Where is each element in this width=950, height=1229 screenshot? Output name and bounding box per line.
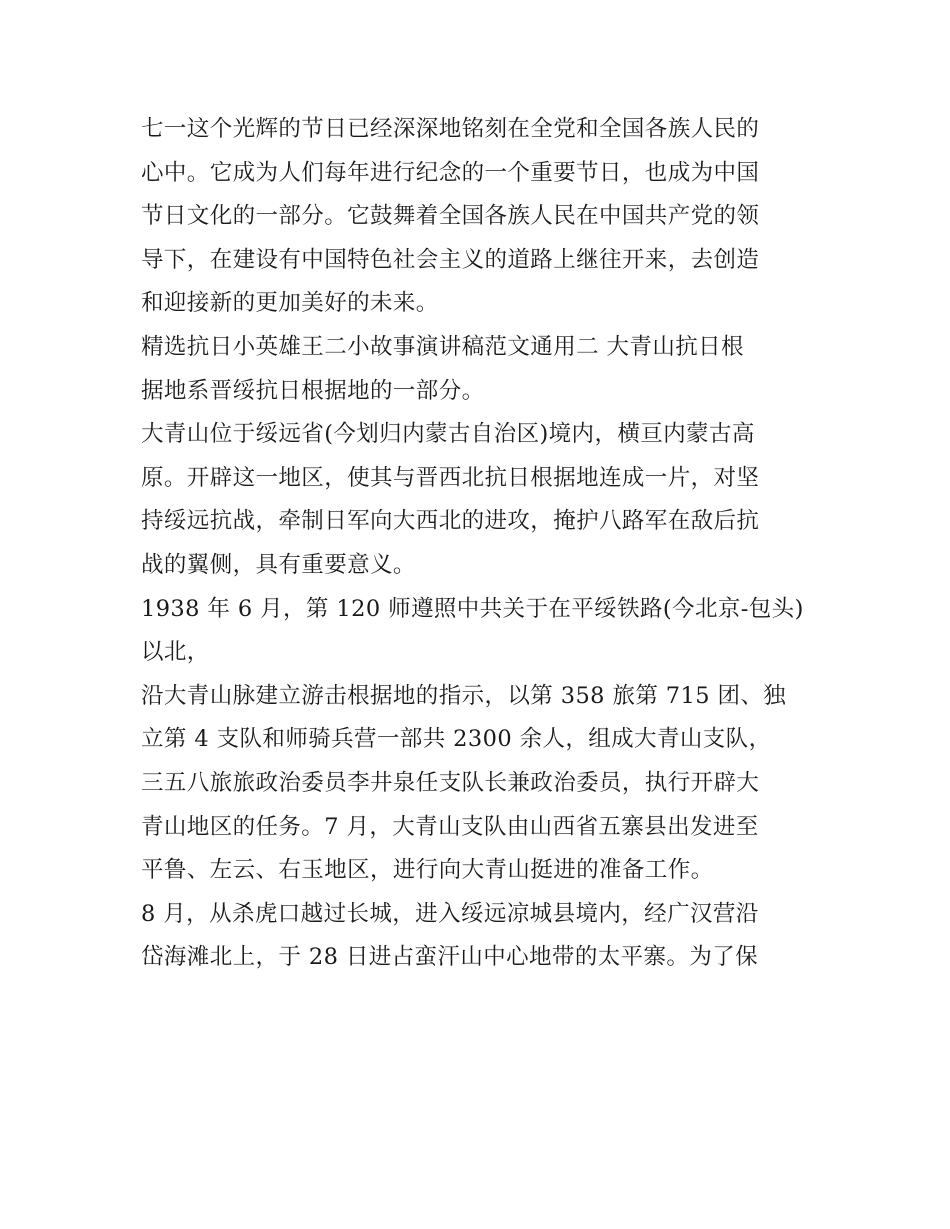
text-line-4: 导下，在建设有中国特色社会主义的道路上继往开来，去创造 [141,246,760,273]
text-line-18: 平鲁、左云、右玉地区，进行向大青山挺进的准备工作。 [141,857,714,884]
text-line-13: 以北， [141,639,210,666]
text-line-6: 精选抗日小英雄王二小故事演讲稿范文通用二 大青山抗日根 [141,333,744,360]
text-line-2: 心中。它成为人们每年进行纪念的一个重要节日，也成为中国 [141,159,760,186]
text-line-7: 据地系晋绥抗日根据地的一部分。 [141,377,485,404]
text-line-10: 持绥远抗战，牵制日军向大西北的进攻，掩护八路军在敌后抗 [141,508,760,535]
text-line-19: 8 月，从杀虎口越过长城，进入绥远凉城县境内，经广汉营沿 [141,900,759,927]
text-line-20: 岱海滩北上，于 28 日进占蛮汗山中心地带的太平寨。为了保 [141,944,759,971]
text-line-14: 沿大青山脉建立游击根据地的指示，以第 358 旅第 715 团、独 [141,682,787,709]
text-line-15: 立第 4 支队和师骑兵营一部共 2300 余人，组成大青山支队， [141,726,772,753]
text-line-11: 战的翼侧，具有重要意义。 [141,551,416,578]
text-line-8: 大青山位于绥远省(今划归内蒙古自治区)境内，横亘内蒙古高 [141,421,755,448]
text-line-1: 七一这个光辉的节日已经深深地铭刻在全党和全国各族人民的 [141,116,760,142]
text-line-12: 1938 年 6 月，第 120 师遵照中共关于在平绥铁路(今北京-包头) [141,595,804,622]
text-line-9: 原。开辟这一地区，使其与晋西北抗日根据地连成一片，对坚 [141,464,760,491]
text-line-17: 青山地区的任务。7 月，大青山支队由山西省五寨县出发进至 [141,813,759,840]
text-line-16: 三五八旅旅政治委员李井泉任支队长兼政治委员，执行开辟大 [141,769,760,796]
document-body [141,108,821,980]
text-line-5: 和迎接新的更加美好的未来。 [141,290,439,317]
text-line-3: 节日文化的一部分。它鼓舞着全国各族人民在中国共产党的领 [141,203,760,230]
